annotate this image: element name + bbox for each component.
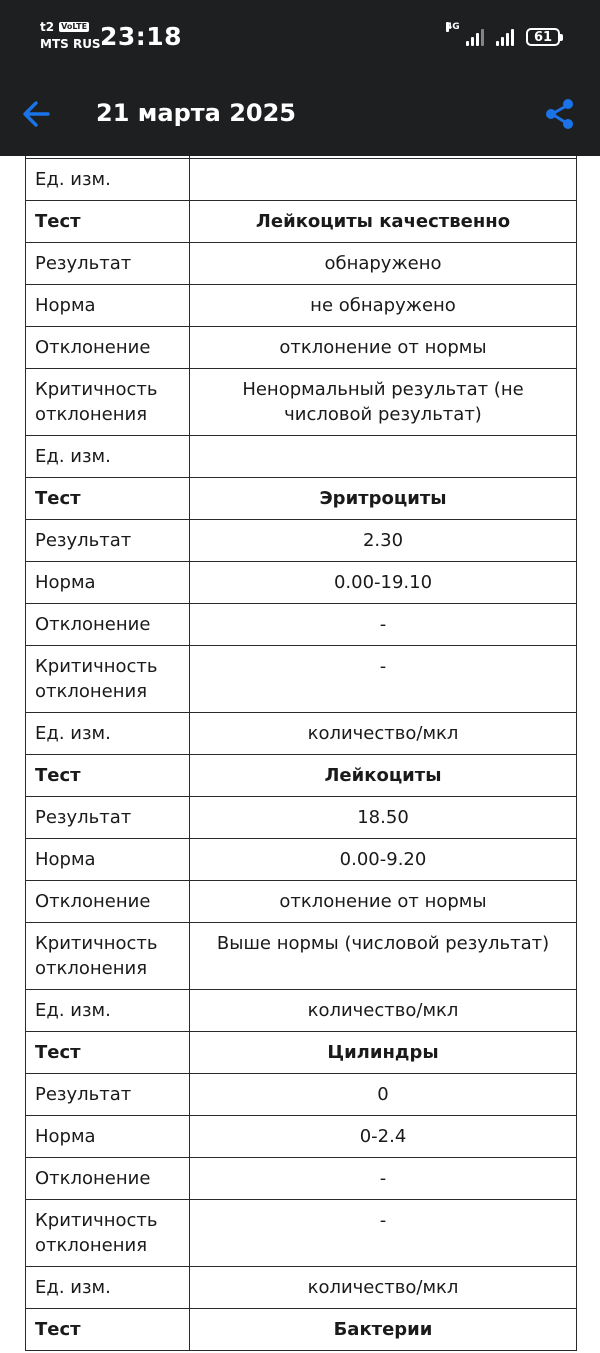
row-label: Отклонение (26, 881, 190, 923)
table-row (26, 327, 577, 369)
table-row (26, 520, 577, 562)
carrier-top: t2 (40, 20, 55, 34)
test-name: Лейкоциты качественно (190, 201, 577, 243)
results-table (25, 156, 577, 1351)
criticality-value: Ненормальный результат (не числовой результат) (190, 369, 577, 436)
results-scroll-area[interactable] (0, 156, 600, 1353)
app-bar (0, 72, 600, 156)
signal-icon (496, 26, 514, 46)
share-icon (540, 94, 580, 134)
row-label: Критичность отклонения (26, 369, 190, 436)
row-label: Тест (26, 1309, 190, 1351)
table-row (26, 797, 577, 839)
row-label: Ед. изм. (26, 159, 190, 201)
criticality-value: Выше нормы (числовой результат) (190, 923, 577, 990)
row-label: Ед. изм. (26, 990, 190, 1032)
test-name: Лейкоциты (190, 755, 577, 797)
norm-value: 0.00-9.20 (190, 839, 577, 881)
unit-value: количество/мкл (190, 990, 577, 1032)
row-label: Результат (26, 1074, 190, 1116)
criticality-value: - (190, 646, 577, 713)
test-header-row (26, 478, 577, 520)
table-row (26, 839, 577, 881)
battery-level: 61 (533, 29, 553, 45)
table-row (26, 990, 577, 1032)
criticality-value: - (190, 1200, 577, 1267)
deviation-value: отклонение от нормы (190, 881, 577, 923)
test-name: Цилиндры (190, 1032, 577, 1074)
result-value: 0 (190, 1074, 577, 1116)
table-row (26, 1200, 577, 1267)
norm-value: 0.00-19.10 (190, 562, 577, 604)
table-row (26, 1267, 577, 1309)
unit-value (190, 436, 577, 478)
test-header-row (26, 201, 577, 243)
row-label: Результат (26, 797, 190, 839)
test-header-row (26, 755, 577, 797)
row-label: Критичность отклонения (26, 1200, 190, 1267)
deviation-value: - (190, 604, 577, 646)
table-row (26, 646, 577, 713)
test-name: Бактерии (190, 1309, 577, 1351)
test-header-row (26, 1032, 577, 1074)
result-value: 2.30 (190, 520, 577, 562)
row-label: Тест (26, 478, 190, 520)
unit-value: количество/мкл (190, 713, 577, 755)
row-label: Отклонение (26, 1158, 190, 1200)
table-row (26, 369, 577, 436)
row-label: Ед. изм. (26, 1267, 190, 1309)
table-row (26, 604, 577, 646)
page-title: 21 марта 2025 (96, 99, 297, 127)
table-row (26, 562, 577, 604)
row-label: Результат (26, 243, 190, 285)
norm-value: не обнаружено (190, 285, 577, 327)
row-label: Ед. изм. (26, 436, 190, 478)
battery-icon (526, 28, 560, 46)
table-row (26, 881, 577, 923)
result-value: обнаружено (190, 243, 577, 285)
carrier-bottom: MTS RUS (40, 37, 101, 51)
table-row (26, 436, 577, 478)
table-row (26, 159, 577, 201)
row-label: Критичность отклонения (26, 923, 190, 990)
status-bar (0, 0, 600, 72)
clock: 23:18 (100, 22, 183, 51)
table-row (26, 1116, 577, 1158)
table-row (26, 285, 577, 327)
deviation-value: - (190, 1158, 577, 1200)
share-button[interactable] (540, 94, 580, 134)
result-value: 18.50 (190, 797, 577, 839)
carrier-info (40, 20, 101, 52)
table-row (26, 1158, 577, 1200)
row-value (190, 159, 577, 201)
row-label: Норма (26, 285, 190, 327)
table-row (26, 713, 577, 755)
norm-value: 0-2.4 (190, 1116, 577, 1158)
row-label: Ед. изм. (26, 713, 190, 755)
arrow-left-icon (18, 94, 58, 134)
test-name: Эритроциты (190, 478, 577, 520)
network-type: 4G (446, 22, 460, 32)
unit-value: количество/мкл (190, 1267, 577, 1309)
table-row (26, 243, 577, 285)
row-label: Результат (26, 520, 190, 562)
volte-badge: VoLTE (61, 22, 88, 31)
deviation-value: отклонение от нормы (190, 327, 577, 369)
row-label: Тест (26, 201, 190, 243)
table-row (26, 923, 577, 990)
row-label: Отклонение (26, 604, 190, 646)
row-label: Тест (26, 1032, 190, 1074)
row-label: Критичность отклонения (26, 646, 190, 713)
row-label: Норма (26, 1116, 190, 1158)
row-label: Норма (26, 562, 190, 604)
row-label: Норма (26, 839, 190, 881)
back-button[interactable] (18, 94, 58, 134)
signal-4g-icon (446, 22, 484, 46)
row-label: Тест (26, 755, 190, 797)
test-header-row (26, 1309, 577, 1351)
row-label: Отклонение (26, 327, 190, 369)
table-row (26, 1074, 577, 1116)
